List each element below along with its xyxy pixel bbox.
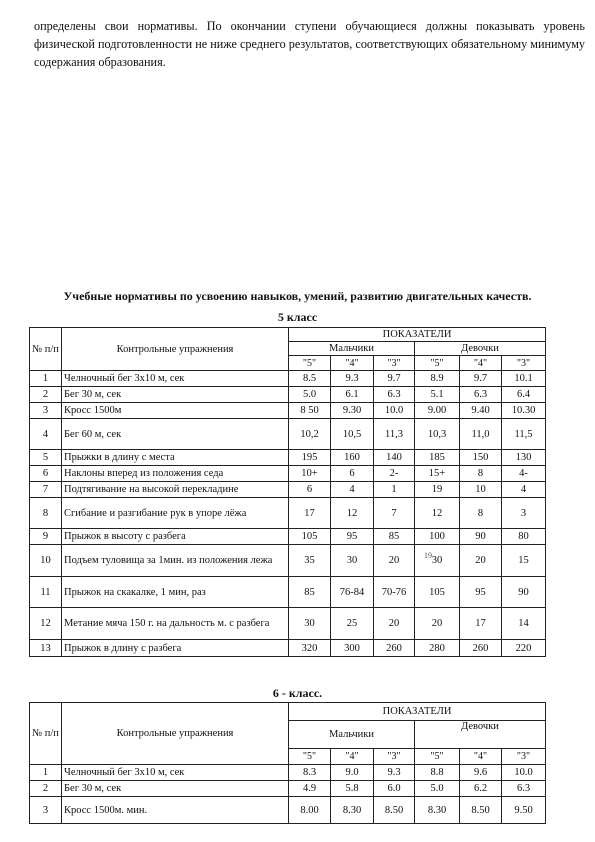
norm-value: 8.9: [415, 371, 460, 387]
norm-value: 100: [415, 529, 460, 545]
norm-value: 8.30: [331, 797, 374, 824]
header-num: № п/п: [30, 328, 62, 371]
exercise-name: Прыжки в длину с места: [62, 450, 289, 466]
norm-value: 9.3: [374, 765, 415, 781]
table-row: [30, 765, 546, 781]
table-row: [30, 781, 546, 797]
table-row: [30, 419, 546, 450]
norm-value: 9.6: [460, 765, 502, 781]
header-exercise: Контрольные упражнения: [62, 328, 289, 371]
row-number: 2: [30, 781, 62, 797]
norm-value: 85: [374, 529, 415, 545]
norm-value: 9.00: [415, 403, 460, 419]
exercise-name: Метание мяча 150 г. на дальность м. с разбега: [62, 608, 289, 640]
header-girls: Девочки: [415, 342, 546, 356]
norm-value: 11,5: [502, 419, 546, 450]
norm-value: 90: [460, 529, 502, 545]
grade-header: "3": [502, 749, 546, 765]
table-row: [30, 403, 546, 419]
grade5-norms-table: [29, 327, 546, 657]
norm-value: 9.0: [331, 765, 374, 781]
row-number: 5: [30, 450, 62, 466]
norm-value: 10: [460, 482, 502, 498]
norm-value: 150: [460, 450, 502, 466]
norm-value: 76-84: [331, 577, 374, 608]
grade-header: "4": [331, 749, 374, 765]
row-number: 6: [30, 466, 62, 482]
norm-value: 260: [460, 640, 502, 657]
norm-value: 95: [460, 577, 502, 608]
table-row: [30, 498, 546, 529]
norm-value: 8.5: [289, 371, 331, 387]
norm-value: 9.3: [331, 371, 374, 387]
norm-value: 1: [374, 482, 415, 498]
exercise-name: Наклоны вперед из положения седа: [62, 466, 289, 482]
grade5-title: 5 класс: [277, 310, 318, 324]
norm-value: 300: [331, 640, 374, 657]
grade6-rows: [30, 765, 546, 824]
norm-value: 14: [502, 608, 546, 640]
norm-value: 9.7: [374, 371, 415, 387]
norm-value: 10.1: [502, 371, 546, 387]
row-number: 3: [30, 797, 62, 824]
norm-value: 5.0: [289, 387, 331, 403]
grade-header: "3": [374, 356, 415, 371]
exercise-name: Прыжок на скакалке, 1 мин, раз: [62, 577, 289, 608]
norm-value: 195: [289, 450, 331, 466]
norm-value: 6.3: [374, 387, 415, 403]
table-row: [30, 371, 546, 387]
grade-header: "3": [374, 749, 415, 765]
norm-value: 6.3: [502, 781, 546, 797]
norm-value: 12: [415, 498, 460, 529]
norm-value: 185: [415, 450, 460, 466]
row-number: 2: [30, 387, 62, 403]
norm-value: 11,0: [460, 419, 502, 450]
header-num: № п/п: [30, 703, 62, 765]
norm-value: 15+: [415, 466, 460, 482]
norm-value: 20: [374, 545, 415, 577]
norm-value: 160: [331, 450, 374, 466]
norm-value: 130: [502, 450, 546, 466]
page-number: 19: [424, 551, 432, 560]
row-number: 10: [30, 545, 62, 577]
norm-value: 5.1: [415, 387, 460, 403]
grade-header: "4": [331, 356, 374, 371]
norm-value: 17: [289, 498, 331, 529]
table-row: [30, 577, 546, 608]
exercise-name: Сгибание и разгибание рук в упоре лёжа: [62, 498, 289, 529]
exercise-name: Подъем туловища за 1мин. из положения лежа: [62, 545, 289, 577]
norm-value: 280: [415, 640, 460, 657]
table-row: [30, 529, 546, 545]
norm-value: 10,2: [289, 419, 331, 450]
norm-value: 35: [289, 545, 331, 577]
norm-value: 19: [415, 482, 460, 498]
row-number: 9: [30, 529, 62, 545]
norm-value: 9.7: [460, 371, 502, 387]
norm-value: 10+: [289, 466, 331, 482]
norm-value: 6: [331, 466, 374, 482]
norm-value: 10,5: [331, 419, 374, 450]
norm-value: 8: [460, 466, 502, 482]
norm-value: 30: [289, 608, 331, 640]
norm-value: 8.50: [374, 797, 415, 824]
norm-value: 6.1: [331, 387, 374, 403]
norm-value: 10.0: [374, 403, 415, 419]
norm-value: 4.9: [289, 781, 331, 797]
grade-header: "4": [460, 356, 502, 371]
norm-value: 85: [289, 577, 331, 608]
row-number: 12: [30, 608, 62, 640]
table-row: [30, 640, 546, 657]
norm-value: 20: [374, 608, 415, 640]
exercise-name: Бег 60 м, сек: [62, 419, 289, 450]
row-number: 1: [30, 765, 62, 781]
norm-value: 95: [331, 529, 374, 545]
table-row: [30, 466, 546, 482]
grade6-norms-table: [29, 702, 546, 824]
row-number: 11: [30, 577, 62, 608]
norm-value: 9.40: [460, 403, 502, 419]
row-number: 7: [30, 482, 62, 498]
norm-value: 90: [502, 577, 546, 608]
header-boys: Мальчики: [289, 721, 415, 749]
table-row: [30, 545, 546, 577]
norm-value: 4: [502, 482, 546, 498]
norm-value: 8.3: [289, 765, 331, 781]
grade6-title: 6 - класс.: [272, 686, 323, 700]
norm-value: 105: [289, 529, 331, 545]
norm-value: 6: [289, 482, 331, 498]
header-indicators: ПОКАЗАТЕЛИ: [289, 328, 546, 342]
grade-header: "5": [415, 749, 460, 765]
norm-value: 30: [415, 545, 460, 577]
table-row: [30, 450, 546, 466]
exercise-name: Бег 30 м, сек: [62, 781, 289, 797]
header-exercise: Контрольные упражнения: [62, 703, 289, 765]
exercise-name: Прыжок в длину с разбега: [62, 640, 289, 657]
intro-paragraph: определены свои нормативы. По окончании ступени обучающиеся должны показывать уровень физической подготовленности не ниже среднего результатов, соответствующих обязательному минимуму содержания образования.: [34, 19, 585, 69]
norm-value: 25: [331, 608, 374, 640]
norm-value: 8.8: [415, 765, 460, 781]
grade-header: "5": [289, 749, 331, 765]
norm-value: 80: [502, 529, 546, 545]
norm-value: 7: [374, 498, 415, 529]
exercise-name: Прыжок в высоту с разбега: [62, 529, 289, 545]
row-number: 3: [30, 403, 62, 419]
norm-value: 320: [289, 640, 331, 657]
exercise-name: Челночный бег 3х10 м, сек: [62, 765, 289, 781]
norm-value: 8.50: [460, 797, 502, 824]
norm-value: 220: [502, 640, 546, 657]
table-row: [30, 482, 546, 498]
norm-value: 10.0: [502, 765, 546, 781]
norm-value: 10,3: [415, 419, 460, 450]
norms-heading: Учебные нормативы по усвоению навыков, умений, развитию двигательных качеств.: [63, 289, 532, 303]
norm-value: 9.50: [502, 797, 546, 824]
row-number: 1: [30, 371, 62, 387]
norm-value: 8.00: [289, 797, 331, 824]
norm-value: 8: [460, 498, 502, 529]
norm-value: 4-: [502, 466, 546, 482]
norm-value: 6.4: [502, 387, 546, 403]
norm-value: 2-: [374, 466, 415, 482]
norm-value: 11,3: [374, 419, 415, 450]
norm-value: 8 50: [289, 403, 331, 419]
norm-value: 15: [502, 545, 546, 577]
exercise-name: Кросс 1500м. мин.: [62, 797, 289, 824]
header-indicators: ПОКАЗАТЕЛИ: [289, 703, 546, 721]
norm-value: 20: [415, 608, 460, 640]
header-girls: Девочки: [415, 721, 546, 749]
norm-value: 260: [374, 640, 415, 657]
table-row: [30, 797, 546, 824]
norm-value: 6.3: [460, 387, 502, 403]
norm-value: 6.0: [374, 781, 415, 797]
row-number: 8: [30, 498, 62, 529]
norm-value: 140: [374, 450, 415, 466]
norm-value: 20: [460, 545, 502, 577]
norm-value: 4: [331, 482, 374, 498]
norm-value: 105: [415, 577, 460, 608]
norm-value: 5.8: [331, 781, 374, 797]
norm-value: 70-76: [374, 577, 415, 608]
norm-value: 12: [331, 498, 374, 529]
table-row: [30, 387, 546, 403]
row-number: 13: [30, 640, 62, 657]
norm-value: 8.30: [415, 797, 460, 824]
norm-value: 17: [460, 608, 502, 640]
norm-value: 3: [502, 498, 546, 529]
grade-header: "5": [289, 356, 331, 371]
grade-header: "5": [415, 356, 460, 371]
exercise-name: Подтягивание на высокой перекладине: [62, 482, 289, 498]
exercise-name: Челночный бег 3х10 м, сек: [62, 371, 289, 387]
exercise-name: Бег 30 м, сек: [62, 387, 289, 403]
norm-value: 9.30: [331, 403, 374, 419]
norm-value: 5.0: [415, 781, 460, 797]
norm-value: 10.30: [502, 403, 546, 419]
row-number: 4: [30, 419, 62, 450]
grade5-rows: [30, 371, 546, 657]
grade-header: "3": [502, 356, 546, 371]
norm-value: 30: [331, 545, 374, 577]
norm-value: 6.2: [460, 781, 502, 797]
table-row: [30, 608, 546, 640]
header-boys: Мальчики: [289, 342, 415, 356]
grade-header: "4": [460, 749, 502, 765]
exercise-name: Кросс 1500м: [62, 403, 289, 419]
